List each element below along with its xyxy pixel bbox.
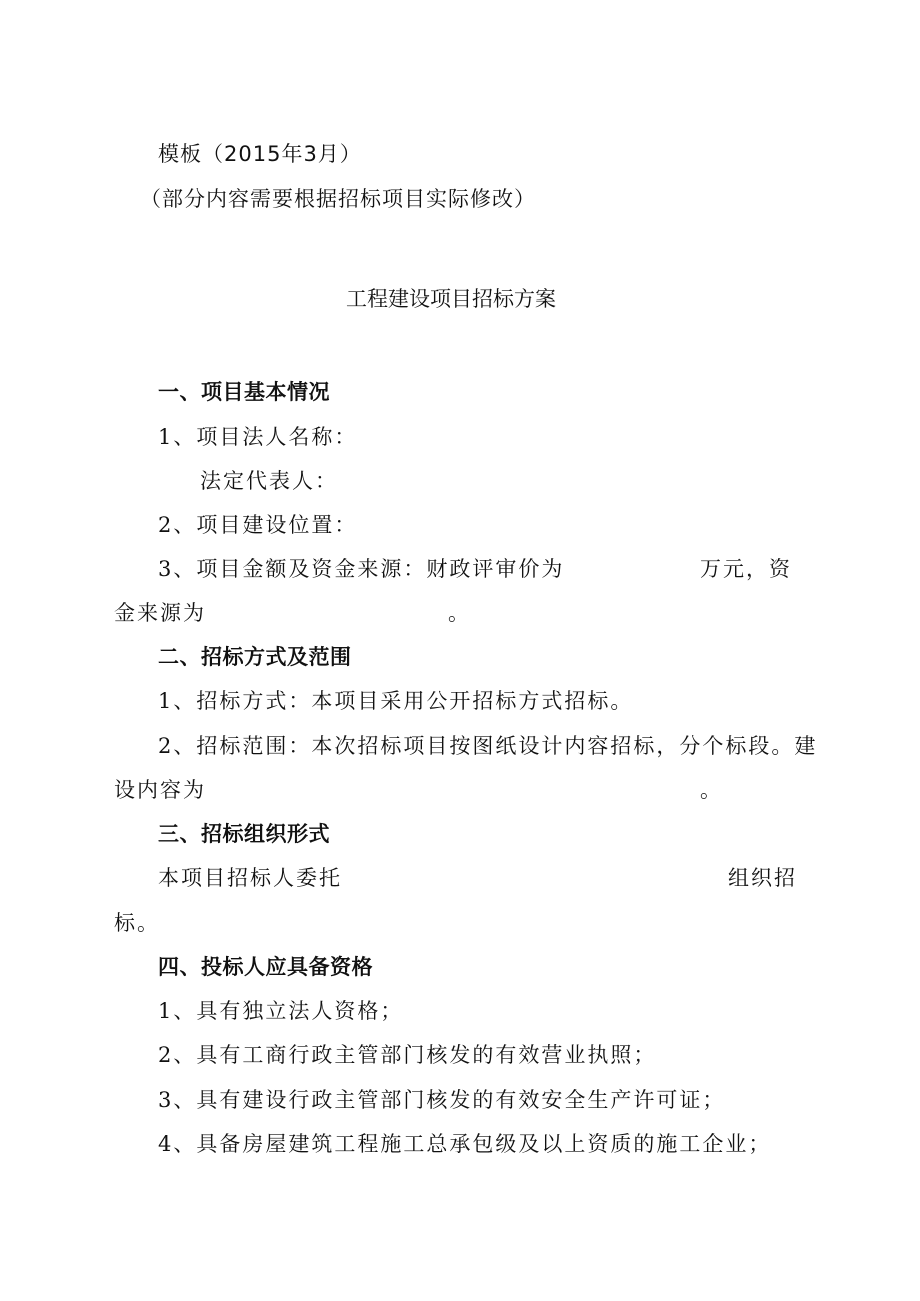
section2-item-1: 1、招标方式：本项目采用公开招标方式招标。 — [158, 689, 634, 713]
section3-body-cont: 标。 — [114, 911, 160, 935]
section-heading-4: 四、投标人应具备资格 — [158, 955, 373, 979]
template-note: 模板（2015年3月） — [158, 142, 362, 166]
section1-item-1: 1、项目法人名称： — [158, 425, 358, 449]
section3-body-part2: 组织招 — [728, 866, 797, 890]
section4-item-1: 1、具有独立法人资格； — [158, 999, 404, 1023]
section1-item-2: 2、项目建设位置： — [158, 513, 358, 537]
section1-item-3-part1: 3、项目金额及资金来源：财政评审价为 — [158, 557, 565, 581]
section4-item-3: 3、具有建设行政主管部门核发的有效安全生产许可证； — [158, 1088, 726, 1112]
document-title: 工程建设项目招标方案 — [346, 287, 556, 311]
section1-item-1-sub: 法定代表人： — [200, 469, 338, 493]
section2-item-2-cont-part1: 设内容为 — [114, 778, 206, 802]
section2-item-2-cont-end: 。 — [700, 778, 723, 802]
section1-item-3-cont-end: 。 — [448, 601, 471, 625]
section2-item-2: 2、招标范围：本次招标项目按图纸设计内容招标，分个标段。建 — [158, 734, 818, 758]
section1-item-3-part2: 万元，资 — [700, 557, 792, 581]
section4-item-2: 2、具有工商行政主管部门核发的有效营业执照； — [158, 1043, 657, 1067]
section-heading-2: 二、招标方式及范围 — [158, 645, 352, 669]
section3-body-part1: 本项目招标人委托 — [158, 866, 342, 890]
section4-item-4: 4、具备房屋建筑工程施工总承包级及以上资质的施工企业； — [158, 1132, 772, 1156]
section1-item-3-cont-part1: 金来源为 — [114, 601, 206, 625]
revision-note: （部分内容需要根据招标项目实际修改） — [140, 187, 536, 211]
section-heading-1: 一、项目基本情况 — [158, 380, 330, 404]
section-heading-3: 三、招标组织形式 — [158, 822, 330, 846]
